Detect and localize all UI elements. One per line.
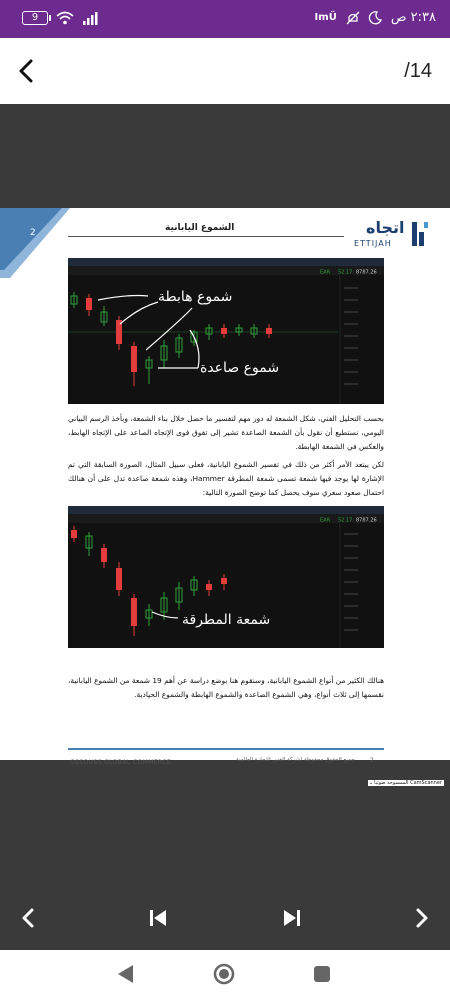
footer-rights: جميع الحقوق محفوظة لشركة الغس للتجارة العالمية: [236, 757, 355, 763]
price-axis: [340, 523, 358, 648]
candle: [221, 574, 227, 590]
candlestick-chart-2: [68, 506, 384, 648]
footer-page-number: 2: [370, 757, 374, 764]
paragraph-2: لكن يبتعد الأمر أكثر من ذلك في تفسير الشموع اليابانية، فعلى سبيل المثال، الصورة السابقة التي تم الإشارة لها يوجد فيها شمعة تسمى شمعة المطرقة Hammer، وهذه شمعة صاعدة تدل على أن هنالك احتمال صعود سعري سوف يحصل كما توضح الصورة التالية:: [68, 460, 384, 497]
candle: [116, 316, 122, 350]
candle: [191, 576, 197, 596]
wifi-icon: [56, 11, 74, 25]
toolbar-badge-2: 52.17: [338, 269, 353, 276]
candle: [71, 292, 77, 308]
back-arrow-icon[interactable]: [12, 56, 42, 86]
system-back-icon[interactable]: [113, 962, 137, 986]
camscanner-watermark: الممسوحة ضوئيا بـ CamScanner: [369, 780, 442, 786]
paragraph-1: بحسب التحليل الفني، شكل الشمعة له دور مهم لتفسير ما حصل خلال بناء الشمعة، وبأخذ الرسم البياني اليومي، نستطيع أن نقول بأن الشمعة الصاعدة تشير إلى تفوق قوى الإتجاه الصاعد على الإتجاه الهابط، والعكس في الشمعة الهابطة.: [68, 414, 384, 451]
candle: [176, 582, 182, 610]
page-corner-number: 2: [30, 228, 36, 238]
label-rising-candles: شموع صاعدة: [200, 360, 280, 376]
candlestick-chart-1: [68, 258, 384, 404]
header-divider: [68, 236, 344, 237]
reader-navigation: [0, 886, 450, 950]
candle: [146, 604, 152, 626]
candle: [116, 562, 122, 596]
candle: [206, 580, 212, 596]
label-hammer-candle: شمعة المطرقة: [182, 612, 271, 628]
paragraph-3: هنالك الكثير من أنواع الشموع اليابانية، وسنقوم هنا بوضع دراسة عن أهم 19 شمعة من الشموع اليابانية، نقسمها إلى ثلاث أنواع، وهي الشموع الصاعدة والشموع الهابطة والشموع الحيادية.: [68, 676, 384, 699]
system-navigation-bar: [0, 950, 450, 1000]
status-bar: [0, 0, 450, 38]
document-page: [0, 208, 450, 766]
battery-icon: [22, 11, 48, 25]
logo-mark-icon: [412, 222, 428, 246]
page-header-title: الشموع اليابانية: [165, 223, 235, 233]
candle: [176, 334, 182, 358]
page-corner-decoration: [0, 208, 70, 278]
candle: [221, 324, 227, 338]
candle: [236, 324, 242, 336]
next-page-icon[interactable]: [406, 902, 438, 934]
candle: [101, 306, 107, 326]
candle: [131, 594, 137, 636]
reader-toolbar: [0, 38, 450, 104]
candle: [146, 356, 152, 384]
candle: [161, 340, 167, 368]
moon-icon: [369, 11, 382, 24]
toolbar-badge-1: EAR: [320, 269, 331, 276]
battery-level: 9: [31, 12, 39, 23]
candle: [266, 324, 272, 338]
ettijah-logo: [354, 218, 426, 252]
candle: [101, 544, 107, 568]
candle: [131, 342, 137, 386]
price-top: 8787.26: [356, 517, 377, 524]
candle: [71, 526, 77, 542]
system-home-icon[interactable]: [212, 962, 236, 986]
signal-icon: [82, 11, 100, 25]
toolbar-badge-1: EAR: [320, 517, 331, 524]
price-axis: [340, 275, 358, 404]
candle: [86, 532, 92, 556]
footer-divider: [68, 748, 384, 750]
system-recents-icon[interactable]: [310, 962, 334, 986]
clock: ٢:٣٨ ص: [390, 10, 436, 25]
candle: [251, 324, 257, 338]
last-page-icon[interactable]: [276, 902, 308, 934]
previous-page-icon[interactable]: [12, 902, 44, 934]
label-falling-candles: شموع هابطة: [158, 289, 233, 305]
logo-english-text: ETTIJAH: [354, 239, 392, 248]
annotation-arrow: [152, 612, 178, 618]
network-indicator: ImÜ: [314, 12, 337, 23]
page-indicator: /14: [404, 60, 432, 82]
price-top: 8787.26: [356, 269, 377, 276]
footer-company: GSSOUSS GLOBAL COMMERCE: [70, 759, 171, 766]
logo-arabic-text: اتجاه: [366, 218, 405, 237]
mute-icon: [346, 11, 360, 25]
candle: [86, 294, 92, 316]
first-page-icon[interactable]: [142, 902, 174, 934]
toolbar-badge-2: 52.17: [338, 517, 353, 524]
